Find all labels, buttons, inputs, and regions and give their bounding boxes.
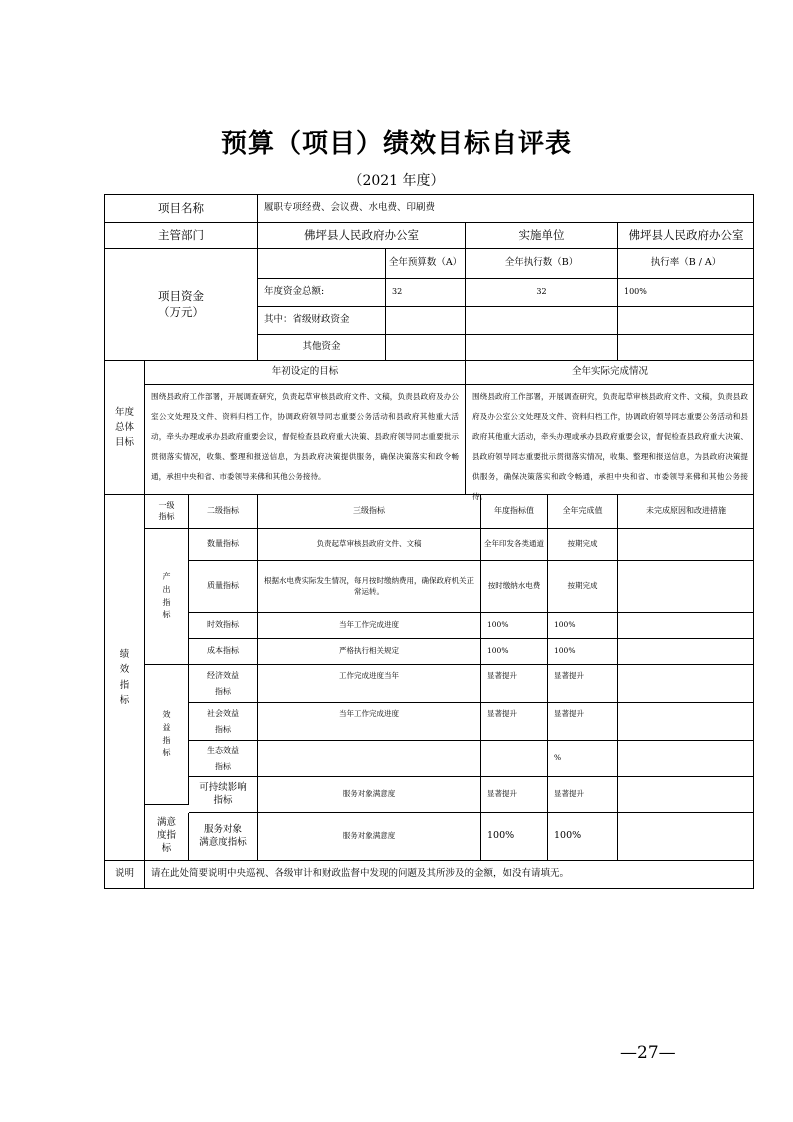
row-actual: 按期完成 <box>548 561 618 613</box>
header-target: 年度指标值 <box>481 495 548 529</box>
output-indicators-label: 产 出 指 标 <box>145 529 189 665</box>
row-l3: 当年工作完成进度 <box>258 703 481 741</box>
row-target <box>481 741 548 777</box>
row-l2: 可持续影响 指标 <box>189 777 258 813</box>
funds-row-total-a: 32 <box>386 279 466 307</box>
row-target: 显著提升 <box>481 703 548 741</box>
header-level3: 三级指标 <box>258 495 481 529</box>
row-actual: % <box>548 741 618 777</box>
actual-results-text: 围绕县政府工作部署，开展调查研究，负责起草审核县政府文件、文稿，负责县政府及办公室公文处理及文件、资料归档工作，协调政府领导同志重要公务活动和县政府其他重大活动，牵头办理或承办县政府重要会议，督促检查县政府重大决策、县政府领导同志重要批示贯彻落实情况，收集、整理和报送信息，为县政府决策提供服务，确保决策落实和政令畅通，承担中央和省、市委领导来佛和其他公务接待。 <box>466 385 754 495</box>
row-l3: 根据水电费实际发生情况，每月按时缴纳费用，确保政府机关正常运转。 <box>258 561 481 613</box>
row-l2: 时效指标 <box>189 613 258 639</box>
funds-row-total-label: 年度资金总额: <box>258 279 386 307</box>
row-reason <box>618 741 754 777</box>
row-target: 显著提升 <box>481 665 548 703</box>
dept-label: 主管部门 <box>105 223 258 249</box>
dept-value: 佛坪县人民政府办公室 <box>258 223 466 249</box>
note-text: 请在此处简要说明中央巡视、各级审计和财政监督中发现的问题及其所涉及的金额，如没有请填无。 <box>151 868 570 880</box>
row-target: 显著提升 <box>481 777 548 813</box>
funds-row-provincial-a <box>386 307 466 335</box>
actual-results-header: 全年实际完成情况 <box>466 361 754 385</box>
row-l3 <box>258 741 481 777</box>
impl-unit-label: 实施单位 <box>466 223 618 249</box>
row-l2: 质量指标 <box>189 561 258 613</box>
funds-row-total-rate: 100% <box>618 279 754 307</box>
row-actual: 显著提升 <box>548 777 618 813</box>
row-l2: 服务对象 满意度指标 <box>189 813 258 861</box>
funds-row-provincial-label: 其中：省级财政资金 <box>258 307 386 335</box>
row-reason <box>618 529 754 561</box>
self-evaluation-table <box>104 194 754 889</box>
header-level1: 一级 指标 <box>145 495 189 529</box>
page-number: —27— <box>620 1043 676 1063</box>
row-l2: 成本指标 <box>189 639 258 665</box>
funds-label: 项目资金 （万元） <box>105 249 258 361</box>
header-level2: 二级指标 <box>189 495 258 529</box>
row-target: 100% <box>481 813 548 861</box>
initial-goals-header: 年初设定的目标 <box>145 361 466 385</box>
funds-row-other-rate <box>618 335 754 361</box>
row-actual: 显著提升 <box>548 665 618 703</box>
row-reason <box>618 613 754 639</box>
row-target: 按时缴纳水电费 <box>481 561 548 613</box>
funds-col-budget: 全年预算数（A） <box>386 249 466 279</box>
row-reason <box>618 639 754 665</box>
row-actual: 100% <box>548 613 618 639</box>
row-reason <box>618 777 754 813</box>
funds-row-provincial-rate <box>618 307 754 335</box>
row-reason <box>618 703 754 741</box>
row-l3: 负责起草审核县政府文件、文稿 <box>258 529 481 561</box>
initial-goals-text: 围绕县政府工作部署，开展调查研究，负责起草审核县政府文件、文稿，负责县政府及办公室公文处理及文件、资料归档工作，协调政府领导同志重要公务活动和县政府其他重大活动，牵头办理或承办县政府重要会议，督促检查县政府重大决策、县政府领导同志重要批示贯彻落实情况，收集、整理和报送信息，为县政府决策提供服务，确保决策落实和政令畅通，承担中央和省、市委领导来佛和其他公务接待。 <box>145 385 466 495</box>
row-target: 100% <box>481 613 548 639</box>
funds-row-provincial-b <box>466 307 618 335</box>
row-l2: 社会效益 指标 <box>189 703 258 741</box>
note-label: 说明 <box>105 861 145 888</box>
header-reason: 未完成原因和改进措施 <box>618 495 754 529</box>
page-title: 预算（项目）绩效目标自评表 <box>220 129 572 159</box>
row-reason <box>618 561 754 613</box>
row-l2: 经济效益 指标 <box>189 665 258 703</box>
header-actual: 全年完成值 <box>548 495 618 529</box>
annual-goals-label: 年度 总体 目标 <box>105 361 145 495</box>
row-target: 100% <box>481 639 548 665</box>
row-l3: 严格执行相关规定 <box>258 639 481 665</box>
row-actual: 按期完成 <box>548 529 618 561</box>
funds-row-other-a <box>386 335 466 361</box>
row-actual: 显著提升 <box>548 703 618 741</box>
row-l2: 数量指标 <box>189 529 258 561</box>
project-name-value: 履职专项经费、会议费、水电费、印刷费 <box>258 195 754 223</box>
funds-row-other-label: 其他资金 <box>258 335 386 361</box>
funds-col-executed: 全年执行数（B） <box>466 249 618 279</box>
funds-row-other-b <box>466 335 618 361</box>
funds-header-blank <box>258 249 386 279</box>
row-l3: 工作完成进度当年 <box>258 665 481 703</box>
row-reason <box>618 665 754 703</box>
row-l3: 服务对象满意度 <box>258 777 481 813</box>
benefit-indicators-label: 效 益 指 标 <box>145 665 189 805</box>
row-l3: 服务对象满意度 <box>258 813 481 861</box>
funds-col-rate: 执行率（B / A） <box>618 249 754 279</box>
year-label: （2021 年度） <box>348 173 445 189</box>
row-actual: 100% <box>548 813 618 861</box>
row-actual: 100% <box>548 639 618 665</box>
funds-row-total-b: 32 <box>466 279 618 307</box>
row-l3: 当年工作完成进度 <box>258 613 481 639</box>
row-l2: 生态效益 指标 <box>189 741 258 777</box>
project-name-label: 项目名称 <box>105 195 258 223</box>
row-reason <box>618 813 754 861</box>
perf-indicators-label: 绩 效 指 标 <box>105 495 145 861</box>
satisfaction-indicators-label: 满意 度指 标 <box>145 813 189 861</box>
impl-unit-value: 佛坪县人民政府办公室 <box>618 223 754 249</box>
row-target: 全年印发各类通道 <box>481 529 548 561</box>
